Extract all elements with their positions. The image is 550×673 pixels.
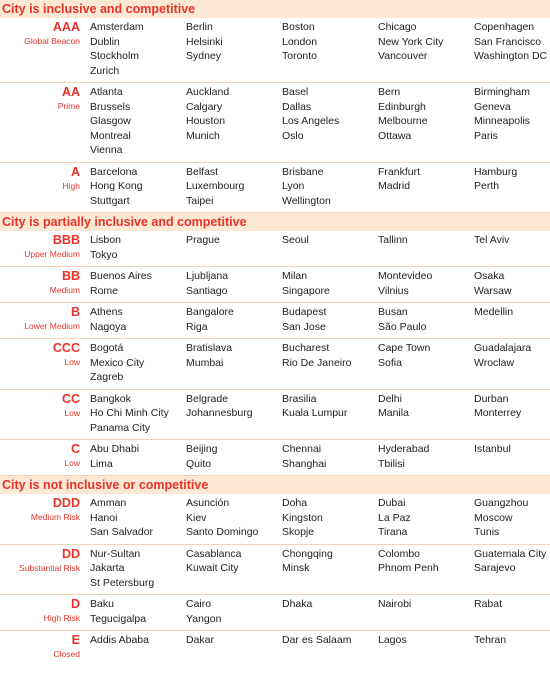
city-name: Glasgow	[90, 115, 131, 127]
city-name: Wroclaw	[474, 356, 515, 369]
rating-tier-dd	[0, 545, 550, 596]
city-name: Barcelona	[90, 165, 138, 178]
tier-description: High Risk	[43, 613, 80, 623]
city-name: Athens	[90, 306, 123, 318]
city-name: Amman	[90, 497, 127, 509]
city-name: Kuwait City	[186, 562, 239, 574]
city-name: Minsk	[282, 562, 310, 574]
city-name: Kingston	[282, 511, 323, 524]
city-name: Edinburgh	[378, 100, 426, 113]
city-name: Berlin	[186, 21, 213, 33]
city-name: Brisbane	[282, 165, 324, 178]
city-name: Tehran	[474, 634, 507, 646]
section-header: City is not inclusive or competitive	[0, 476, 550, 494]
city-name: Bangalore	[186, 306, 234, 318]
city-name: Santo Domingo	[186, 526, 259, 538]
city-name: Colombo	[378, 547, 421, 560]
city-name: Zagreb	[90, 371, 124, 383]
rating-tier-ccc	[0, 339, 550, 390]
city-name: Hong Kong	[90, 180, 143, 192]
tier-label	[0, 341, 80, 368]
city-name: Dallas	[282, 100, 312, 113]
city-name: Tel Aviv	[474, 234, 510, 246]
tier-description: Lower Medium	[24, 321, 80, 331]
city-name: Wellington	[282, 194, 331, 207]
tier-description: Low	[64, 357, 80, 367]
city-name: Geneva	[474, 100, 511, 113]
tier-code: CC	[61, 391, 80, 406]
tier-label	[0, 85, 80, 112]
city-name: Asunción	[186, 497, 230, 509]
city-name: Yangon	[186, 612, 222, 625]
city-name: London	[282, 35, 318, 48]
city-name: Melbourne	[378, 115, 428, 127]
city-name: Casablanca	[186, 547, 242, 560]
city-name: Sydney	[186, 50, 222, 62]
city-name: São Paulo	[378, 320, 427, 333]
city-name: Brussels	[90, 100, 131, 113]
city-name: St Petersburg	[90, 576, 155, 589]
city-name: Bogotá	[90, 342, 124, 354]
tier-label	[0, 305, 80, 332]
city-name: Bern	[378, 86, 401, 98]
city-name: Phnom Penh	[378, 562, 439, 574]
city-name: Rio De Janeiro	[282, 356, 352, 369]
city-name: Tokyo	[90, 248, 118, 261]
city-name: Dar es Salaam	[282, 634, 352, 646]
city-name: Calgary	[186, 100, 223, 113]
city-name: Munich	[186, 129, 220, 142]
tier-description: High	[62, 180, 80, 191]
city-name: Sofia	[378, 356, 402, 369]
tier-code: A	[70, 164, 80, 179]
tier-code: AAA	[52, 20, 80, 34]
city-name: Chongqing	[282, 547, 333, 560]
city-name: Ho Chi Minh City	[90, 407, 169, 419]
city-name: Tbilisi	[378, 457, 405, 470]
rating-tier-bbb	[0, 231, 550, 267]
tier-label	[0, 165, 80, 192]
city-name: Hamburg	[474, 165, 518, 178]
city-name: Lima	[90, 457, 113, 470]
tier-label	[0, 547, 80, 574]
city-name: Riga	[186, 320, 208, 333]
city-name: Zurich	[90, 64, 120, 77]
tier-code: DD	[61, 546, 80, 561]
tier-description: Medium Risk	[30, 512, 80, 522]
city-name: Luxembourg	[186, 180, 245, 192]
rating-tier-b	[0, 303, 550, 339]
city-name: Belfast	[186, 165, 219, 178]
city-name: Bangkok	[90, 392, 131, 405]
city-name: Montreal	[90, 129, 131, 142]
tier-label	[0, 442, 80, 469]
city-name: Istanbul	[474, 443, 511, 455]
city-name: Hanoi	[90, 511, 118, 524]
tier-label	[0, 233, 80, 260]
city-name: Lagos	[378, 634, 407, 646]
city-name: Minneapolis	[474, 115, 531, 127]
city-name: Auckland	[186, 86, 230, 98]
tier-label	[0, 597, 80, 624]
city-name: Milan	[282, 270, 308, 282]
city-name: Quito	[186, 457, 212, 470]
city-name: Buenos Aires	[90, 270, 152, 282]
rating-tier-bb	[0, 267, 550, 303]
tier-code: DDD	[52, 496, 80, 510]
city-name: Montevideo	[378, 270, 433, 282]
city-name: Perth	[474, 180, 500, 192]
city-name: Nairobi	[378, 598, 412, 610]
rating-tier-cc	[0, 390, 550, 441]
city-name: Delhi	[378, 392, 402, 405]
city-name: Manila	[378, 407, 409, 419]
city-name: Panama City	[90, 421, 151, 434]
city-name: Dakar	[186, 634, 215, 646]
city-name: Paris	[474, 129, 498, 142]
city-name: Frankfurt	[378, 165, 421, 178]
city-name: Cairo	[186, 598, 212, 610]
city-name: Vancouver	[378, 50, 428, 62]
city-name: Bratislava	[186, 342, 233, 354]
city-name: Boston	[282, 21, 315, 33]
city-name: La Paz	[378, 511, 411, 524]
city-name: San Francisco	[474, 35, 542, 48]
city-name: Chennai	[282, 443, 322, 455]
city-name: Taipei	[186, 194, 214, 207]
rating-tier-a	[0, 163, 550, 214]
city-name: Doha	[282, 497, 308, 509]
city-name: Los Angeles	[282, 115, 340, 127]
rating-tier-d	[0, 595, 550, 631]
tier-description: Prime	[57, 101, 80, 111]
tier-code: B	[70, 305, 80, 319]
city-name: Oslo	[282, 129, 304, 142]
city-name: Johannesburg	[186, 407, 253, 419]
city-name: Tallinn	[378, 234, 408, 246]
city-name: Kuala Lumpur	[282, 407, 348, 419]
city-name: Warsaw	[474, 284, 512, 297]
tier-code: E	[71, 633, 80, 647]
tier-label	[0, 269, 80, 296]
city-name: Abu Dhabi	[90, 443, 140, 455]
city-name: Rabat	[474, 598, 503, 610]
rating-tier-aa	[0, 83, 550, 163]
city-name: Madrid	[378, 180, 411, 192]
section-header: City is partially inclusive and competitive	[0, 213, 550, 231]
city-name: Dublin	[90, 35, 120, 48]
city-name: Addis Ababa	[90, 634, 149, 646]
city-name: Baku	[90, 598, 114, 610]
city-name: Budapest	[282, 306, 327, 318]
city-name: Amsterdam	[90, 21, 144, 33]
tier-code: BBB	[52, 233, 80, 247]
city-name: Monterrey	[474, 407, 522, 419]
city-name: Shanghai	[282, 457, 327, 470]
tier-code: AA	[61, 85, 80, 99]
city-name: Osaka	[474, 270, 505, 282]
tier-description: Medium	[49, 285, 80, 295]
city-name: Skopje	[282, 526, 315, 538]
city-name: New York City	[378, 35, 444, 48]
city-name: Dubai	[378, 497, 406, 509]
rating-tier-e	[0, 631, 550, 659]
city-name: Lisbon	[90, 234, 121, 246]
city-name: Chicago	[378, 21, 417, 33]
city-name: Tirana	[378, 526, 408, 538]
city-name: Sarajevo	[474, 562, 516, 574]
tier-label	[0, 633, 80, 660]
tier-description: Global Beacon	[24, 36, 80, 46]
city-name: Ljubljana	[186, 270, 229, 282]
city-name: Ottawa	[378, 129, 412, 142]
city-name: Nagoya	[90, 320, 127, 333]
city-name: Mumbai	[186, 356, 224, 369]
city-name: Dhaka	[282, 598, 313, 610]
city-name: Guatemala City	[474, 547, 547, 560]
city-name: Tunis	[474, 526, 500, 538]
city-name: Santiago	[186, 284, 228, 297]
city-name: Washington DC	[474, 50, 548, 62]
city-name: Rome	[90, 284, 119, 297]
tier-code: D	[70, 597, 80, 611]
rating-tier-aaa	[0, 18, 550, 83]
tier-description: Closed	[53, 649, 80, 659]
tier-description: Low	[64, 458, 80, 468]
section-header: City is inclusive and competitive	[0, 0, 550, 18]
city-name: San Salvador	[90, 526, 154, 538]
city-name: Kiev	[186, 511, 207, 524]
city-name: Belgrade	[186, 392, 229, 405]
city-name: Mexico City	[90, 356, 145, 369]
city-name: Singapore	[282, 284, 330, 297]
city-name: Jakarta	[90, 562, 125, 574]
city-name: Birmingham	[474, 86, 531, 98]
city-name: Bucharest	[282, 342, 330, 354]
city-name: Beijing	[186, 443, 218, 455]
city-name: Moscow	[474, 511, 513, 524]
city-name: Cape Town	[378, 342, 431, 354]
city-name: Vilnius	[378, 284, 409, 297]
city-name: Guadalajara	[474, 342, 532, 354]
city-name: Durban	[474, 392, 509, 405]
rating-tier-ddd	[0, 494, 550, 545]
city-name: Houston	[186, 115, 226, 127]
tier-code: C	[70, 442, 80, 456]
city-name: Guangzhou	[474, 497, 529, 509]
city-name: Copenhagen	[474, 21, 535, 33]
city-name: San Jose	[282, 320, 326, 333]
tier-description: Upper Medium	[24, 249, 80, 259]
city-name: Toronto	[282, 50, 318, 62]
rating-tier-c	[0, 440, 550, 476]
city-name: Tegucigalpa	[90, 612, 147, 625]
tier-label	[0, 392, 80, 419]
city-name: Stuttgart	[90, 194, 130, 207]
city-name: Atlanta	[90, 86, 123, 98]
tier-label	[0, 20, 80, 47]
tier-label	[0, 496, 80, 523]
tier-description: Substantial Risk	[19, 562, 80, 573]
city-name: Brasilia	[282, 392, 317, 405]
city-name: Basel	[282, 86, 309, 98]
city-name: Nur-Sultan	[90, 547, 141, 560]
city-name: Hyderabad	[378, 443, 430, 455]
city-name: Vienna	[90, 144, 123, 156]
tier-description: Low	[64, 407, 80, 418]
city-name: Lyon	[282, 180, 305, 192]
city-name: Seoul	[282, 234, 309, 246]
city-name: Prague	[186, 234, 220, 246]
tier-code: BB	[61, 269, 80, 283]
city-name: Busan	[378, 306, 408, 318]
city-name: Medellin	[474, 306, 514, 318]
city-name: Stockholm	[90, 50, 140, 62]
city-name: Helsinki	[186, 35, 223, 48]
tier-code: CCC	[52, 341, 80, 355]
